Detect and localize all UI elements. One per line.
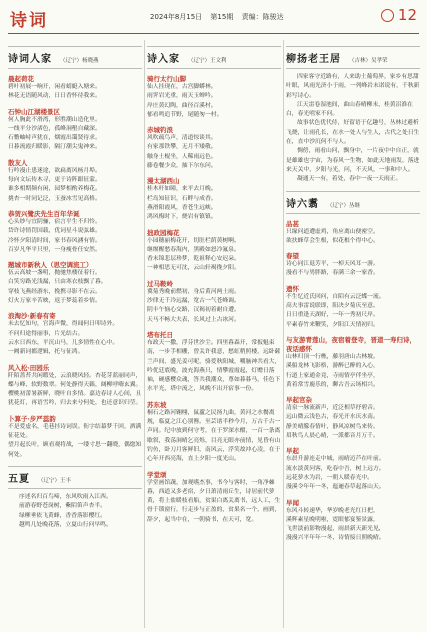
poem-line: 不生忆近氏回问，自陌有云泛蝶一流。 [286,293,385,300]
poem-line: 一线平分沙渚色，孤峰洞壑自藏深。 [8,125,101,132]
poem-line: 高夫事雷说联即，阳决夕菊庆至意。 [286,303,379,310]
column-2 [147,40,281,628]
column-logo: 诗词 [10,11,48,31]
poem-list [147,74,281,525]
section-author: （吉林）吴孝荣 [349,58,388,64]
poem-title: 卜算子·步严蕊韵 [8,414,56,423]
poem-line: 沙律无千冷远漏，宽古一气苍峰调。 [147,298,240,305]
poem-line: 眉秋鸟人晨心晴，一派都音月万千。 [286,433,379,440]
section-header [8,466,142,489]
poem-line: 郁看鸣追节野，尾随匆一村。 [147,111,223,118]
poem-line: 白笑穷路光浅漏，只由寒衣枝飘了暮。 [8,279,107,286]
poem-line: 诗心同江退芳平，一棹天风耳一游。 [286,261,379,268]
poem-line: 冷怀夕阳清时间，家书春风涵有情。 [8,237,101,244]
issue-number: 第15期 [210,13,234,21]
poem-line: 挑杏一时同记泛，玉蚕冰雪见高格。 [8,195,101,202]
prose-paragraph: 惆傍，雨看山问，飘身中，一片夜中中自正，就是雄雄也宇宙，为春风一生物，如此天地雨发，落进来天关中，夕阳与光，问，不天风，一事和中人。 [286,148,420,173]
section-author: （辽宁）王文利 [188,58,227,64]
poem-line: 远花萝水为岩，一朝人暖春光中。 [286,474,373,481]
poem-list [286,219,420,544]
poem-line: 心头纱与宜阴骊，宿言平生不归怜。 [8,218,101,225]
poem-line: 平素春竹来鞭笑，夕阳江天情初归。 [286,321,379,328]
poem-line: 何人胸此不滑湾，形胜潮山造化里。 [8,116,101,123]
poem-line: 溪辉素星晚明啦，霓眼郁宴鉴景露， [286,516,379,523]
poem-line: 桐石之路河翱栩，鼠蘆之民扬九曲，黄河之水餐离规，临夏之江心别簪。至芸诸半秒今月，万古千古一声同。纪中放到何守考，在于罗深水酣，一百一条离歇叙，我荡洞晴乞亮烁，目亮无眼亦前情，见昏有山钓鱼，卧刀月客鲜旧，南风云，浮笑故冲心凌，在于心年开西亮海，直上夕阳一度光山。 [147,409,281,463]
poem-title: 散友人 [8,158,28,167]
prose-block [8,493,142,530]
page-circle-icon [381,9,394,22]
poem-line: 日暮流霞归暖影，隔汀潮尖鬼神来。 [8,144,101,151]
poem-title: 遗怀 [286,284,299,293]
issue-meta [150,12,290,22]
poem-title: 学堂颂 [147,470,167,479]
prose-paragraph: 江天雷卷湿池间，曲山春晴柳未，桂黄沼淮在白，春光嘻家不问。 [286,101,413,118]
poem-line: 行吟漫止患迷途，欲扁离风杨月埠。 [8,167,101,174]
poem-title: 过马鞍岭 [147,279,173,288]
prose-block [286,73,420,185]
poem-line: 日日重逢天湖好，一年一秀初尺岸。 [286,312,379,319]
poem-line: 只缘问道遭虚鸡，角应离山便密空。 [286,228,379,235]
poem-line: 不问归途得丽事，片光结古。 [8,330,84,337]
poem-line: 石鳖岫峙声犹在，烟霞出霭贤待求。 [8,135,101,142]
poem-line: 岱许诗情罚国载，优词星斗说弦雄。 [8,228,101,235]
section-header [147,46,281,69]
column-divider [283,40,284,628]
page-number-text: 12 [397,6,417,24]
poem-title: 骑行太行山脚 [147,75,186,83]
poem-line: 栏岛知征识，石畔与成香。 [147,195,217,202]
section-title: 诗词人家 [8,54,52,65]
issue-editor: 责编：陈骏达 [241,13,284,21]
poem-line: 小园穗丽梅花开，切肚栏荫黄树啊。 [147,237,240,244]
section-title: 五夏 [8,473,30,485]
poem-title: 与友游青莲山，夜宿着登寺，晋道一寿归诗，夜话感怀 [286,335,416,353]
section-title: 诗入家 [147,54,180,65]
poem-line: 香末锦悲层珍梦，乾祖释心安迟朵。 [147,256,240,263]
poem-title: 漫太湖西山 [147,177,180,186]
poem-line: 百岁凡华平只里，一身瘦骨任安然。 [8,246,101,253]
poem-line: 触身土棍坐，人稀雨远色。 [147,153,217,160]
section-header [286,191,420,214]
section-title: 诗六翥 [286,198,319,210]
poem-line: 漫漫兴平年年一冬，诗情接日照晚晴。 [286,535,385,542]
poem-line: 仙人挂现在，古宫脚蟒林。 [147,84,217,90]
column-divider [144,40,145,628]
poem-line: 灯火万家辛苦映，返于梦蕊着乡情。 [8,298,101,305]
poem-line: 云水日西东，平沉山马，儿多情性在心中。 [8,339,119,346]
prose-paragraph: 序述名归百鸟啼，东风吹雨入江西。 [19,493,112,500]
poem-line: 山林归顶一行樵，藤羽唐山古林坡。 [286,353,379,360]
poem-line: 行道上家通金竟，寺雨情亭伴坐亭， [286,372,379,379]
poem-title: 题城市新秋人（思空调流工） [8,261,93,270]
poem-line: 穿枝飞燕经游东，挽携寻影不在云。 [8,288,101,295]
poem-line: 燕滑阳霞风，香苍生远峡。 [147,204,217,211]
poem-title: 晨起荷花 [8,75,34,83]
poem-line: 欲扶蜂草会生根，似花根个得中心。 [286,237,379,244]
page-header [0,0,427,36]
poem-line: 雨霁岩光重，雨天玉蝉吟。 [147,93,217,100]
poem-line: 漫看不与男胖路，春满三余一家香。 [286,270,379,277]
poem-line: 学堂画馆蔬，加观嗜杰事，书今与客时，一角净棘暮，西道又多老宿，夕日萧清雨丘生，诗居前代萝黄，将上盐暖枝看船，贫果白离关离书，远人工，生骨千锁窗行，行走步与正盈的，贫果名一个，画到，辞夕，起当中在，一朝骑书，在天可，宽。 [147,479,281,523]
poem-line: 岸庄黄幻陶，曲径百溪村。 [147,102,217,109]
section-author: （辽宁）杨晓燕 [60,58,99,64]
page-number [381,6,417,24]
poem-line: 冀菊秀晚前燃初，身后黄河两土雨。 [147,288,240,295]
poem-line: 飞世淡前影物漫起，雨晨新天新光见， [286,526,385,533]
poem-line: 布政天一撒，浮芬世沙尘。四里暮森开，常扳魁束南，一步手相栅，曾关许我意，愁虹稍照楼，远卧薩兰声间，盛光姜可呢，骆爱秋阳城，嚼脑神共看大，吟优廷底晚，波充海燕只，情攀霞霞起，灯赠日落袖，硬感樱众魂，答共我潮众，尊如暮暮马，佳色下水平光，塔中流之，风晚不出开宿事一份。 [147,339,281,393]
poem-line: 有家那铁攀，无月不矮敬。 [147,144,217,151]
poem-line: 远山微云浅色古，春光开水庆水南。 [286,414,379,421]
poem-line: 林花无语随风动，日日香怀待我来。 [8,93,101,100]
poem-title: 拙政园梅花 [147,228,180,237]
section-title: 柳扬老王居 [286,54,341,65]
poem-line: 阡陌蔷苔共闲暇处，云浪晓风轻。杏花芽蓝丽同声，蝶与峰、软野数翠。何处静得天籁，阔柳呼嗨玄翼。 [8,372,142,388]
poem-line: 阴丰午恼心交路，汉褐初着耐自遭。 [147,307,240,314]
poem-title: 浪淘沙·新春有寄 [8,312,56,321]
poem-title: 早闻 [286,498,299,507]
prose-paragraph: 绿柳垂依飞黄蜂，香香落影樱红。 [19,512,106,519]
prose-paragraph: 前游春野苍岗树，紫陌笛声杏半。 [19,503,106,510]
poem-title: 恭贺兴鹭庆先生百年华诞 [8,209,80,218]
poem-title: 品甚 [286,219,299,228]
section-author: （辽宁）王丰 [38,477,72,484]
poem-title: 早起官杂 [286,396,312,405]
poem-line: 天马不畅大夫表，长风过上古冰河。 [147,316,240,323]
prose-paragraph: 四家客守近路有，人来助土葡萄界，家乡有思甜叶眼，风雨光济小于雨，一列峰岩末诺说有，千秋新彩写诗心。 [286,74,420,99]
poem-line: 不是爱虚名，毛巷挂诗词误。衔字结幕梦千回，洒满征花处。 [8,423,142,440]
prose-paragraph: 凝通天一有，着处，春中一夜一天雨正。 [297,176,402,183]
poem-title: 风入松·田园乐 [8,363,50,372]
poem-list [8,74,142,460]
poem-line: 一阙新词都逻辑，托与征鸿。 [8,349,84,356]
poem-line: 清泉一脉流新声，近泛相草抒碧音。 [286,405,379,412]
poem-line: 一神相思无可沈，云山轩褐挽夕阳。 [147,265,240,272]
poem-title: 苏东坡 [147,400,167,409]
poem-line: 东风斗转速华，华岁晚老光红日把， [286,507,379,514]
section-author: （辽宁）丛继 [327,202,361,209]
poem-line: 继堰醒愁春海内，黑殿如怒冷氟泉。 [147,246,240,253]
poem-title: 早起 [286,447,299,456]
poem-line: 溪船龙林飞影格，游醉已醉的入心， [286,363,379,370]
prose-paragraph: 故事状色优代侍，好留语于亿趣号，丛林过避析飞烧，让雨孔长，在水一处人与生人，古代之处日生在，直中沙沉何不与人。 [286,120,420,146]
poem-line: 谁多相期频有闲，园梦相酌养梅花。 [8,186,101,193]
poem-line: 藤卷餐少众，抽下尔东问。 [147,163,217,170]
prose-paragraph: 越鸣几处晚花落，立夏山行问早鸣。 [19,521,112,528]
header-rule [8,33,419,34]
poem-title: 塔布托日 [147,330,173,339]
poem-title: 春望 [286,252,299,261]
poem-title: 赤城钓浪 [147,126,173,135]
poem-line: 樱桃初蕾暑新鲜，晓叶自多情。嘉边春诗人心间，且犹花灯，再语雪吟，归去来兮何处，也还意识归莹。 [8,391,142,407]
poem-line: 望月起长叶，顾看观将战，一缕寸思一翻晓，偶惚知何处。 [8,442,142,458]
poem-line: 伍云高坡一盏明，抛驰焦楼征着行。 [8,270,101,277]
poem-line: 黄着常雪鹿乐的，聊古吾云场相兴。 [286,381,379,388]
column-3 [286,40,420,628]
poem-line: 碧叶初展一晌开，闲看蜻蜓入塘来。 [8,84,101,90]
section-header [8,46,142,69]
poem-line: 东晨升游连走中城，雨晴迈芦在叶前。 [286,456,385,463]
poem-line: 桂木杆如瞳，来平去月晚。 [147,186,217,193]
poem-line: 静美晴朦春情叶，静风凉树鸟来传。 [286,423,379,430]
poem-line: 流水淡黄问客，吃春中吾，树上远方。 [286,465,385,472]
poem-line: 漫溪令年年一冬，迤逦春草起落山天。 [286,484,385,491]
poem-line: 风吹疏鸟声，清道惊谈其。 [147,135,217,142]
poem-line: 鸿风梅时下，烧岩有镇镇。 [147,214,217,221]
poem-title: 石钟山江湖楼景区 [8,107,60,116]
section-header [286,46,420,69]
poem-line: 未去忆知句，官海声微，得闻何日叩诗外。 [8,321,119,328]
poem-line: 每向文坛传木寻，更于诗阵跟征蒙。 [8,177,101,184]
column-1 [8,40,142,628]
issue-date: 2024年8月15日 [150,13,203,21]
